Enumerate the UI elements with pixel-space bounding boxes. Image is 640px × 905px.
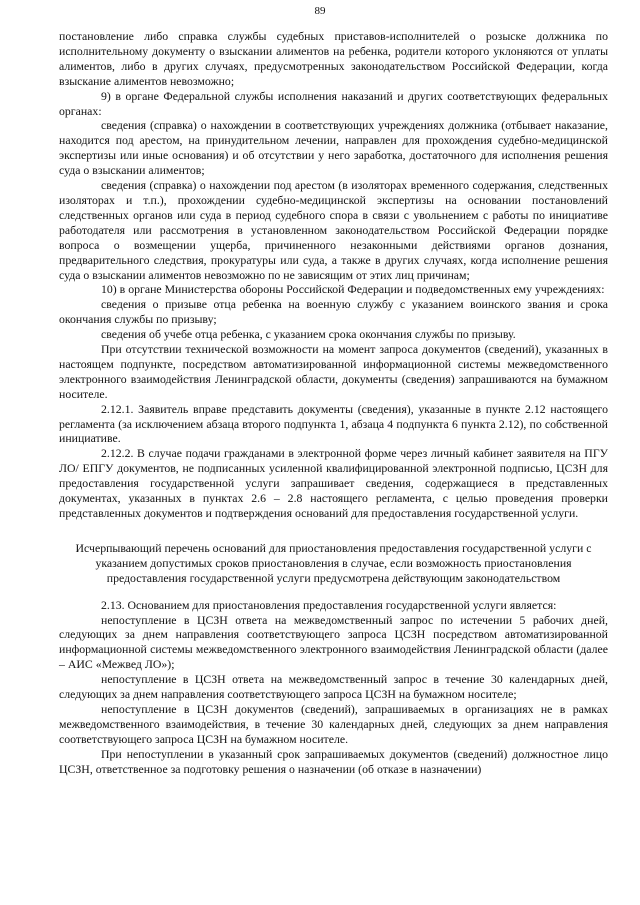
- paragraph: сведения о призыве отца ребенка на военную службу с указанием воинского звания и срока окончания службы по призыву;: [59, 297, 608, 327]
- paragraph: непоступление в ЦСЗН документов (сведений), запрашиваемых в организациях не в рамках межведомственного взаимодействия, в течение 30 календарных дней, следующих за днем направления соответствующего запроса ЦСЗН на бумажном носителе.: [59, 701, 608, 746]
- paragraph: сведения об учебе отца ребенка, с указанием срока окончания службы по призыву.: [101, 327, 516, 342]
- paragraph: При отсутствии технической возможности на момент запроса документов (сведений), указанных в настоящем подпункте, посредством автоматизированной информационной системы межведомственного электронного взаимодействия Ленинградской области, документы (сведения) запрашиваются на бумажном носителе.: [59, 342, 608, 401]
- paragraph: сведения (справка) о нахождении в соответствующих учреждениях должника (отбывает наказание, находится под арестом, на принудительном лечении, направлен для прохождения судебно-медицинской экспертизы или иные основания) и об отсутствии у него заработка, достаточного для исполнения решения суда о взыскании алиментов;: [59, 118, 608, 178]
- section-heading: Исчерпывающий перечень оснований для приостановления предоставления государственной услуги с указанием допустимых сроков приостановления в случае, если возможность приостановления предоставления государственной услуги предусмотрена действующим законодательством: [75, 540, 592, 585]
- paragraph: непоступление в ЦСЗН ответа на межведомственный запрос в течение 30 календарных дней, следующих за днем направления соответствующего запроса ЦСЗН на бумажном носителе;: [59, 672, 608, 702]
- paragraph: 2.12.1. Заявитель вправе представить документы (сведения), указанные в пункте 2.12 настоящего регламента (за исключением абзаца второго подпункта 1, абзаца 4 подпункта 6 пункта 2.12), по собственной инициативе.: [59, 401, 608, 446]
- paragraph: 2.13. Основанием для приостановления предоставления государственной услуги является:: [101, 597, 557, 612]
- paragraph: 10) в органе Министерства обороны Российской Федерации и подведомственных ему учреждениях:: [101, 282, 605, 297]
- paragraph: постановление либо справка службы судебных приставов-исполнителей о розыске должника по исполнительному документу о взыскании алиментов на ребенка, родители которого уклоняются от уплаты алиментов, либо в других случаях, предусмотренных законодательством Российской Федерации, когда взыскание алиментов невозможно;: [59, 29, 608, 88]
- document-body: [59, 29, 608, 777]
- paragraph: сведения (справка) о нахождении под арестом (в изоляторах временного содержания, следственных изоляторах и т.п.), прохождении судебно-медицинской экспертизы на основании постановлений следственных органов или суда в период судебного спора в связи с увольнением с работы по инициативе работодателя или рассмотрения в установленном законодательством Российской Федерации порядке вопроса о возмещении ущерба, причиненного незаконными действиями органов дознания, предварительного следствия, прокуратуры или суда, а также в других случаях, когда исполнение решения суда о взыскании алиментов невозможно по не зависящим от этих лиц причинам;: [59, 178, 608, 282]
- paragraph: 9) в органе Федеральной службы исполнения наказаний и других соответствующих федеральных органах:: [59, 88, 608, 118]
- paragraph: непоступление в ЦСЗН ответа на межведомственный запрос по истечении 5 рабочих дней, следующих за днем направления соответствующего запроса ЦСЗН посредством автоматизированной информационной системы межведомственного электронного взаимодействия Ленинградской области (далее – АИС «Межвед ЛО»);: [59, 612, 608, 672]
- paragraph: При непоступлении в указанный срок запрашиваемых документов (сведений) должностное лицо ЦСЗН, ответственное за подготовку решения о назначении (об отказе в назначении): [59, 746, 608, 776]
- paragraph: 2.12.2. В случае подачи гражданами в электронной форме через личный кабинет заявителя на ПГУ ЛО/ ЕПГУ документов, не подписанных усиленной квалифицированной электронной подписью, ЦСЗН для предоставления государственной услуги запрашивает сведения, содержащиеся в представленных документах, указанных в пунктах 2.6 – 2.8 настоящего регламента, с целью проведения проверки представленных документов и подтверждения оснований для предоставления государственной услуги.: [59, 446, 608, 520]
- page-number: 89: [314, 5, 326, 17]
